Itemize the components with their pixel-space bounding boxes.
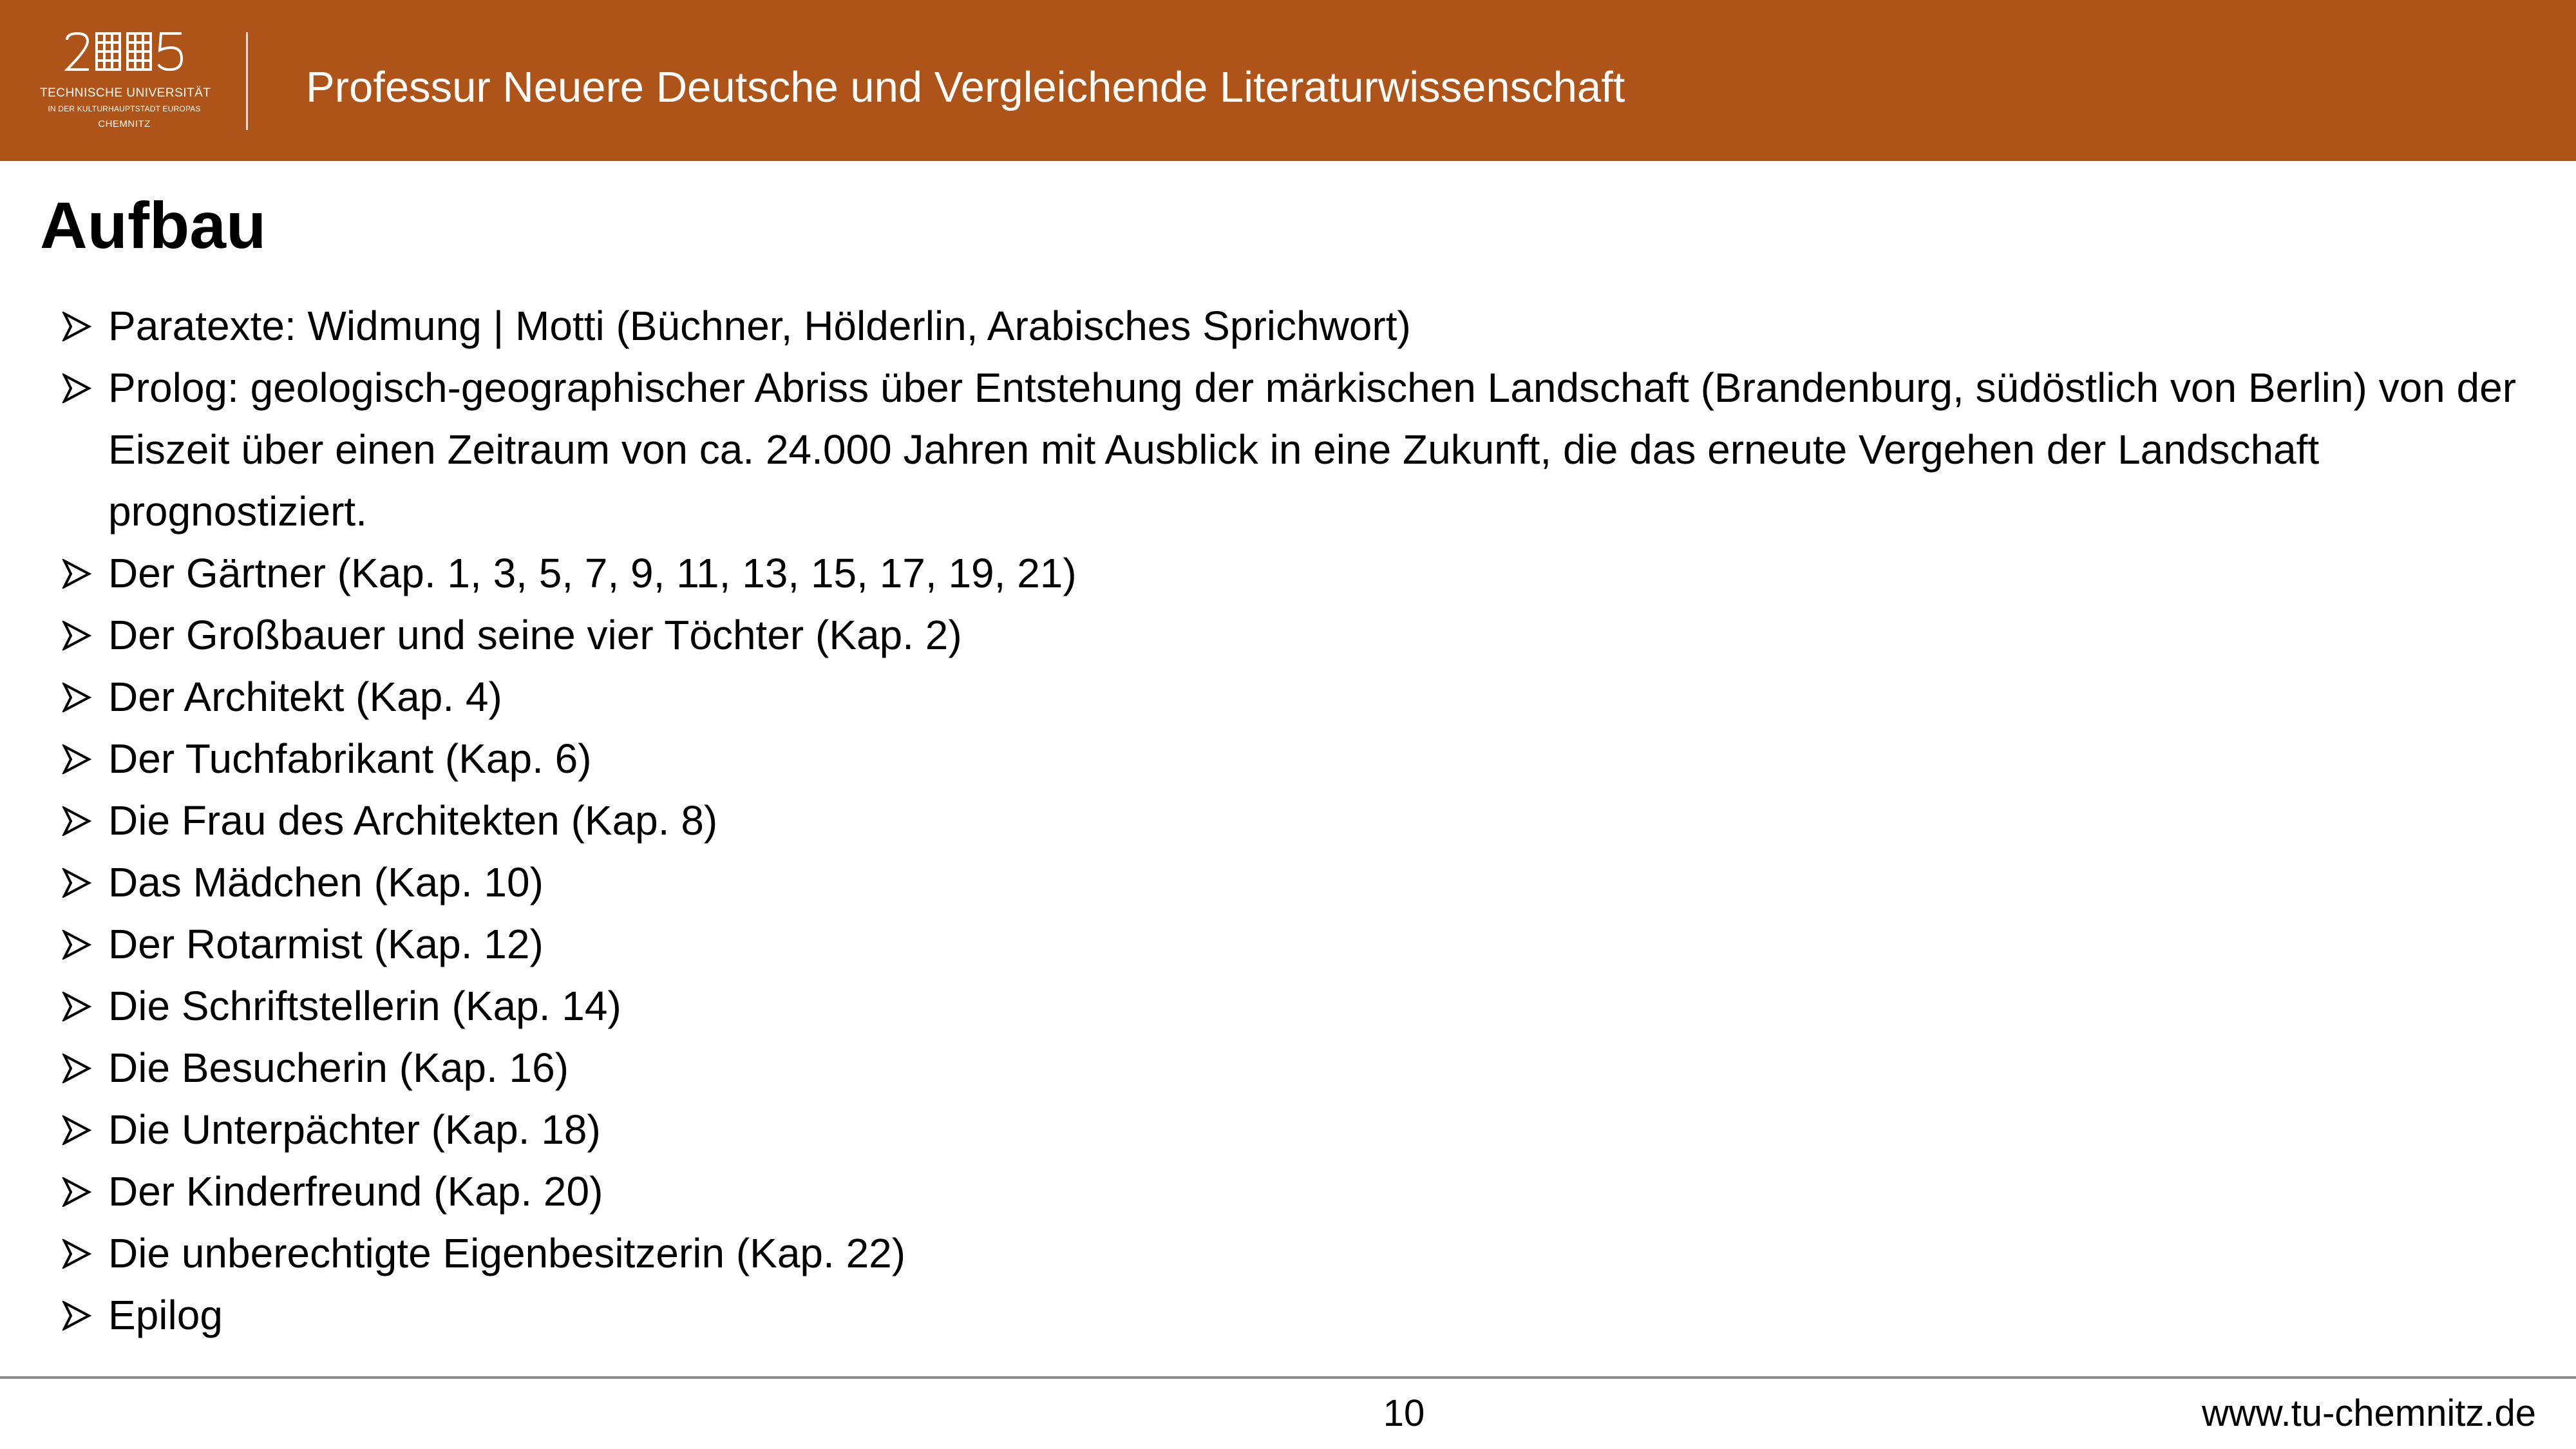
bullet-item-unterpaechter — [0, 1099, 2550, 1160]
header-bar — [0, 0, 2576, 161]
bullet-item-besucherin — [0, 1037, 2550, 1099]
arrowhead-bullet-icon — [62, 312, 91, 341]
bullet-item-architekt — [0, 666, 2550, 728]
bullet-text: Der Rotarmist (Kap. 12) — [108, 921, 544, 967]
arrowhead-bullet-icon — [62, 1115, 91, 1145]
bullet-item-eigenbesitzerin — [0, 1222, 2550, 1284]
arrowhead-bullet-icon — [62, 992, 91, 1021]
header-title: Professur Neuere Deutsche und Vergleichende Literaturwissenschaft — [306, 63, 1625, 111]
bullet-text: Der Tuchfabrikant (Kap. 6) — [108, 735, 592, 782]
bullet-item-epilog — [0, 1284, 2550, 1346]
university-logo-mark-icon — [64, 31, 184, 75]
bullet-item-gaertner — [0, 542, 2550, 604]
arrowhead-bullet-icon — [62, 806, 91, 836]
arrowhead-bullet-icon — [62, 683, 91, 712]
bullet-item-prolog — [0, 357, 2550, 542]
arrowhead-bullet-icon — [62, 1301, 91, 1331]
bullet-text: Der Kinderfreund (Kap. 20) — [108, 1168, 603, 1215]
arrowhead-bullet-icon — [62, 868, 91, 898]
university-logo — [40, 31, 209, 134]
arrowhead-bullet-icon — [62, 1177, 91, 1207]
bullet-text: Die Schriftstellerin (Kap. 14) — [108, 983, 621, 1029]
bullet-text: Die unberechtigte Eigenbesitzerin (Kap. 22) — [108, 1230, 906, 1276]
bullet-text: Die Frau des Architekten (Kap. 8) — [108, 797, 718, 844]
bullet-text: Der Gärtner (Kap. 1, 3, 5, 7, 9, 11, 13, 15, 17, 19, 21) — [108, 550, 1077, 596]
footer-url: www.tu-chemnitz.de — [2202, 1392, 2536, 1434]
bullet-text: Paratexte: Widmung | Motti (Büchner, Hölderlin, Arabisches Sprichwort) — [108, 303, 1411, 349]
bullet-text: Der Großbauer und seine vier Töchter (Kap. 2) — [108, 612, 962, 658]
bullet-list — [0, 295, 2550, 1346]
footer-divider — [0, 1376, 2576, 1379]
bullet-text: Das Mädchen (Kap. 10) — [108, 859, 544, 905]
bullet-item-schriftstellerin — [0, 975, 2550, 1037]
bullet-item-rotarmist — [0, 913, 2550, 975]
logo-line-university: TECHNISCHE UNIVERSITÄT — [40, 86, 211, 100]
bullet-item-tuchfabrikant — [0, 728, 2550, 790]
header-divider — [246, 32, 248, 130]
arrowhead-bullet-icon — [62, 621, 91, 650]
bullet-text: Prolog: geologisch-geographischer Abriss über Entstehung der märkischen Landschaft (Brandenburg, südöstlich von Berlin) von der Eiszeit über einen Zeitraum von ca. 24.000 Jahren mit Ausblick in eine Zukunft, die das erneute Vergehen der Landschaft prognostiziert. — [108, 365, 2517, 535]
bullet-text: Der Architekt (Kap. 4) — [108, 674, 502, 720]
arrowhead-bullet-icon — [62, 1054, 91, 1083]
bullet-text: Epilog — [108, 1292, 223, 1338]
arrowhead-bullet-icon — [62, 559, 91, 589]
bullet-text: Die Unterpächter (Kap. 18) — [108, 1106, 601, 1153]
logo-line-city: CHEMNITZ — [98, 118, 151, 129]
slide-title: Aufbau — [40, 189, 267, 262]
arrowhead-bullet-icon — [62, 1239, 91, 1269]
logo-line-subtitle: IN DER KULTURHAUPTSTADT EUROPAS — [48, 104, 201, 113]
arrowhead-bullet-icon — [62, 374, 91, 403]
arrowhead-bullet-icon — [62, 930, 91, 960]
bullet-item-frau-architekt — [0, 790, 2550, 851]
bullet-item-maedchen — [0, 851, 2550, 913]
page-number: 10 — [1383, 1392, 1425, 1434]
arrowhead-bullet-icon — [62, 744, 91, 774]
bullet-item-kinderfreund — [0, 1160, 2550, 1222]
bullet-item-paratexte — [0, 295, 2550, 357]
bullet-text: Die Besucherin (Kap. 16) — [108, 1045, 569, 1091]
bullet-item-grossbauer — [0, 604, 2550, 666]
